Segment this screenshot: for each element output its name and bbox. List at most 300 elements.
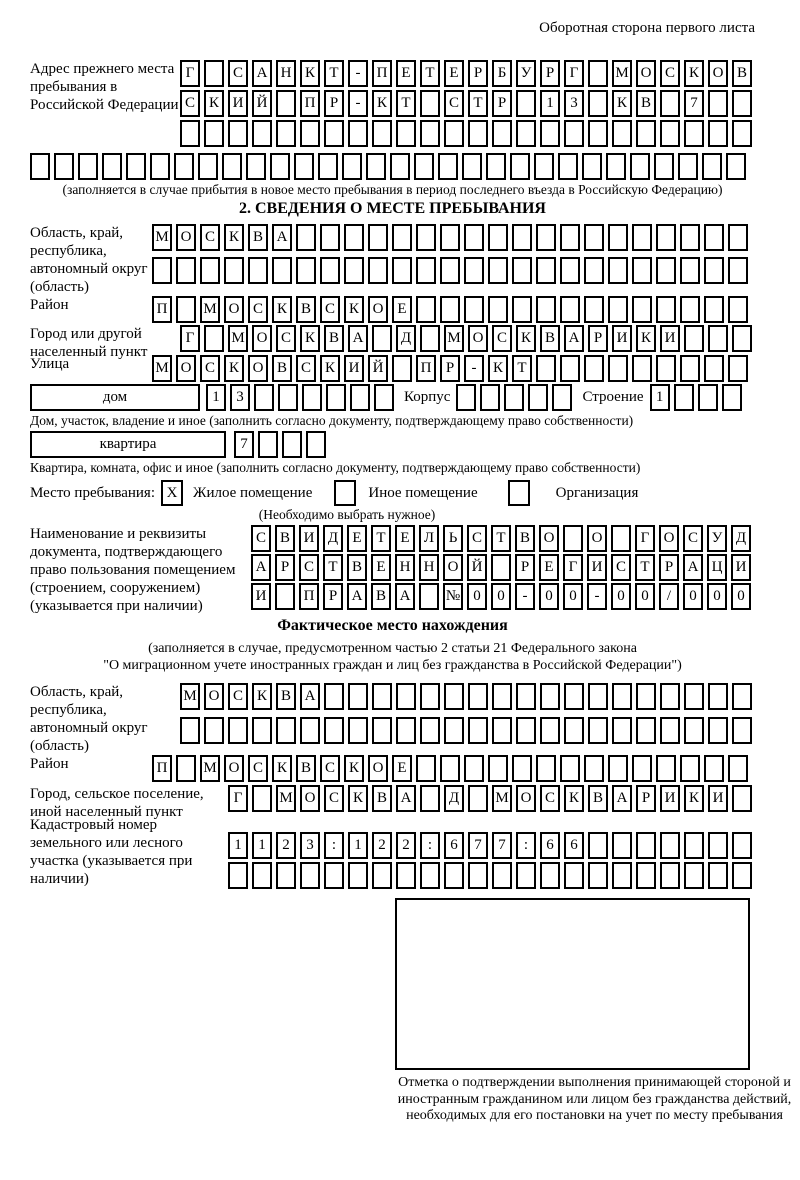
form-cell[interactable]: К	[300, 60, 320, 87]
form-cell[interactable]: М	[444, 325, 464, 352]
form-cell[interactable]: И	[660, 785, 680, 812]
form-cell[interactable]: А	[564, 325, 584, 352]
form-cell[interactable]	[174, 153, 194, 180]
form-cell[interactable]	[366, 153, 386, 180]
form-cell[interactable]: О	[708, 60, 728, 87]
form-cell[interactable]	[348, 717, 368, 744]
form-cell[interactable]: 2	[276, 832, 296, 859]
form-cell[interactable]	[660, 717, 680, 744]
form-cell[interactable]	[246, 153, 266, 180]
form-cell[interactable]	[180, 120, 200, 147]
form-cell[interactable]: С	[200, 224, 220, 251]
apartment-type-box[interactable]: квартира	[30, 431, 226, 458]
form-cell[interactable]	[540, 862, 560, 889]
form-cell[interactable]	[492, 862, 512, 889]
form-cell[interactable]: К	[348, 785, 368, 812]
form-cell[interactable]: 3	[300, 832, 320, 859]
form-cell[interactable]	[560, 224, 580, 251]
form-cell[interactable]: О	[224, 296, 244, 323]
form-cell[interactable]	[468, 120, 488, 147]
form-cell[interactable]: С	[492, 325, 512, 352]
form-cell[interactable]: 2	[396, 832, 416, 859]
form-cell[interactable]	[656, 755, 676, 782]
form-cell[interactable]	[306, 431, 326, 458]
form-cell[interactable]: 1	[206, 384, 226, 411]
form-cell[interactable]: 3	[564, 90, 584, 117]
form-cell[interactable]: 0	[467, 583, 487, 610]
form-cell[interactable]: О	[516, 785, 536, 812]
form-cell[interactable]: О	[468, 325, 488, 352]
form-cell[interactable]: К	[272, 755, 292, 782]
form-cell[interactable]: Р	[440, 355, 460, 382]
form-cell[interactable]: В	[275, 525, 295, 552]
form-cell[interactable]	[102, 153, 122, 180]
form-cell[interactable]: И	[731, 554, 751, 581]
form-cell[interactable]: Е	[347, 525, 367, 552]
form-cell[interactable]: Е	[392, 755, 412, 782]
form-cell[interactable]: 0	[731, 583, 751, 610]
form-cell[interactable]: М	[492, 785, 512, 812]
form-cell[interactable]	[228, 120, 248, 147]
form-cell[interactable]: 1	[348, 832, 368, 859]
form-cell[interactable]	[588, 683, 608, 710]
form-cell[interactable]	[588, 862, 608, 889]
form-cell[interactable]	[504, 384, 524, 411]
form-cell[interactable]	[632, 755, 652, 782]
form-cell[interactable]	[468, 785, 488, 812]
form-cell[interactable]: Р	[468, 60, 488, 87]
house-type-box[interactable]: дом	[30, 384, 200, 411]
form-cell[interactable]	[456, 384, 476, 411]
form-cell[interactable]	[248, 257, 268, 284]
form-cell[interactable]: Л	[419, 525, 439, 552]
form-cell[interactable]: О	[443, 554, 463, 581]
form-cell[interactable]: У	[516, 60, 536, 87]
form-cell[interactable]	[348, 120, 368, 147]
form-cell[interactable]	[180, 717, 200, 744]
form-cell[interactable]	[491, 554, 511, 581]
form-cell[interactable]: Г	[635, 525, 655, 552]
form-cell[interactable]: Б	[492, 60, 512, 87]
form-cell[interactable]	[632, 224, 652, 251]
form-cell[interactable]: П	[299, 583, 319, 610]
form-cell[interactable]: Ц	[707, 554, 727, 581]
form-cell[interactable]	[612, 120, 632, 147]
form-cell[interactable]: Н	[419, 554, 439, 581]
form-cell[interactable]: Т	[491, 525, 511, 552]
form-cell[interactable]	[564, 717, 584, 744]
form-cell[interactable]	[318, 153, 338, 180]
form-cell[interactable]: Д	[444, 785, 464, 812]
form-cell[interactable]: В	[347, 554, 367, 581]
form-cell[interactable]: Т	[371, 525, 391, 552]
form-cell[interactable]: 0	[563, 583, 583, 610]
form-cell[interactable]	[276, 90, 296, 117]
form-cell[interactable]: А	[395, 583, 415, 610]
form-cell[interactable]	[612, 832, 632, 859]
form-cell[interactable]	[588, 120, 608, 147]
form-cell[interactable]	[78, 153, 98, 180]
form-cell[interactable]: №	[443, 583, 463, 610]
form-cell[interactable]	[608, 755, 628, 782]
form-cell[interactable]: К	[612, 90, 632, 117]
form-cell[interactable]	[516, 120, 536, 147]
form-cell[interactable]: 6	[444, 832, 464, 859]
form-cell[interactable]	[732, 785, 752, 812]
form-cell[interactable]	[636, 717, 656, 744]
form-cell[interactable]	[419, 583, 439, 610]
form-cell[interactable]	[536, 257, 556, 284]
form-cell[interactable]: К	[272, 296, 292, 323]
form-cell[interactable]	[416, 224, 436, 251]
form-cell[interactable]	[416, 296, 436, 323]
form-cell[interactable]	[528, 384, 548, 411]
form-cell[interactable]: И	[587, 554, 607, 581]
form-cell[interactable]	[564, 120, 584, 147]
form-cell[interactable]	[276, 717, 296, 744]
form-cell[interactable]: И	[344, 355, 364, 382]
form-cell[interactable]: Й	[467, 554, 487, 581]
form-cell[interactable]	[660, 832, 680, 859]
form-cell[interactable]: Г	[228, 785, 248, 812]
form-cell[interactable]	[536, 224, 556, 251]
form-cell[interactable]	[372, 325, 392, 352]
form-cell[interactable]	[704, 224, 724, 251]
form-cell[interactable]	[584, 355, 604, 382]
form-cell[interactable]	[680, 224, 700, 251]
form-cell[interactable]	[468, 862, 488, 889]
form-cell[interactable]: Ь	[443, 525, 463, 552]
form-cell[interactable]	[444, 120, 464, 147]
form-cell[interactable]	[300, 120, 320, 147]
form-cell[interactable]	[684, 120, 704, 147]
form-cell[interactable]: Т	[323, 554, 343, 581]
form-cell[interactable]	[296, 257, 316, 284]
form-cell[interactable]	[462, 153, 482, 180]
form-cell[interactable]	[420, 90, 440, 117]
form-cell[interactable]: У	[707, 525, 727, 552]
form-cell[interactable]: :	[420, 832, 440, 859]
form-cell[interactable]: А	[396, 785, 416, 812]
form-cell[interactable]	[684, 683, 704, 710]
form-cell[interactable]	[416, 257, 436, 284]
form-cell[interactable]: О	[636, 60, 656, 87]
form-cell[interactable]	[320, 257, 340, 284]
form-cell[interactable]	[440, 296, 460, 323]
form-cell[interactable]	[396, 862, 416, 889]
form-cell[interactable]	[680, 355, 700, 382]
form-cell[interactable]	[224, 257, 244, 284]
form-cell[interactable]: Г	[180, 60, 200, 87]
stay-type-checkbox-zhiloe[interactable]: X	[161, 480, 183, 506]
form-cell[interactable]	[420, 717, 440, 744]
form-cell[interactable]	[516, 862, 536, 889]
form-cell[interactable]: К	[344, 296, 364, 323]
form-cell[interactable]	[632, 355, 652, 382]
form-cell[interactable]	[294, 153, 314, 180]
form-cell[interactable]	[540, 717, 560, 744]
form-cell[interactable]	[656, 257, 676, 284]
form-cell[interactable]: О	[252, 325, 272, 352]
form-cell[interactable]	[444, 683, 464, 710]
form-cell[interactable]	[660, 683, 680, 710]
form-cell[interactable]	[390, 153, 410, 180]
form-cell[interactable]	[252, 785, 272, 812]
form-cell[interactable]	[372, 683, 392, 710]
form-cell[interactable]	[176, 755, 196, 782]
form-cell[interactable]: М	[152, 355, 172, 382]
form-cell[interactable]	[300, 717, 320, 744]
form-cell[interactable]	[276, 862, 296, 889]
form-cell[interactable]: 0	[611, 583, 631, 610]
form-cell[interactable]: 1	[252, 832, 272, 859]
form-cell[interactable]	[440, 257, 460, 284]
form-cell[interactable]	[440, 755, 460, 782]
form-cell[interactable]: М	[200, 755, 220, 782]
form-cell[interactable]	[152, 257, 172, 284]
form-cell[interactable]: С	[320, 755, 340, 782]
form-cell[interactable]: А	[683, 554, 703, 581]
form-cell[interactable]: П	[300, 90, 320, 117]
stay-type-checkbox-inoe[interactable]	[334, 480, 356, 506]
form-cell[interactable]: О	[587, 525, 607, 552]
form-cell[interactable]: В	[636, 90, 656, 117]
form-cell[interactable]: Е	[392, 296, 412, 323]
form-cell[interactable]: О	[368, 296, 388, 323]
form-cell[interactable]	[324, 717, 344, 744]
form-cell[interactable]	[704, 755, 724, 782]
form-cell[interactable]	[636, 862, 656, 889]
form-cell[interactable]	[680, 755, 700, 782]
form-cell[interactable]: Р	[540, 60, 560, 87]
form-cell[interactable]	[30, 153, 50, 180]
form-cell[interactable]	[674, 384, 694, 411]
form-cell[interactable]	[588, 717, 608, 744]
form-cell[interactable]	[54, 153, 74, 180]
form-cell[interactable]: 1	[228, 832, 248, 859]
form-cell[interactable]: М	[276, 785, 296, 812]
form-cell[interactable]	[656, 296, 676, 323]
form-cell[interactable]: В	[324, 325, 344, 352]
form-cell[interactable]	[656, 224, 676, 251]
form-cell[interactable]	[444, 862, 464, 889]
form-cell[interactable]	[258, 431, 278, 458]
form-cell[interactable]: Р	[492, 90, 512, 117]
form-cell[interactable]	[708, 120, 728, 147]
form-cell[interactable]	[632, 257, 652, 284]
form-cell[interactable]	[722, 384, 742, 411]
form-cell[interactable]	[228, 862, 248, 889]
form-cell[interactable]: Р	[324, 90, 344, 117]
form-cell[interactable]	[584, 257, 604, 284]
form-cell[interactable]: :	[324, 832, 344, 859]
form-cell[interactable]	[512, 224, 532, 251]
form-cell[interactable]	[468, 717, 488, 744]
form-cell[interactable]	[678, 153, 698, 180]
form-cell[interactable]	[348, 862, 368, 889]
form-cell[interactable]: В	[588, 785, 608, 812]
form-cell[interactable]	[324, 120, 344, 147]
form-cell[interactable]: 6	[564, 832, 584, 859]
form-cell[interactable]: Е	[371, 554, 391, 581]
form-cell[interactable]: Р	[588, 325, 608, 352]
form-cell[interactable]: С	[299, 554, 319, 581]
form-cell[interactable]	[534, 153, 554, 180]
form-cell[interactable]: Т	[324, 60, 344, 87]
form-cell[interactable]	[708, 325, 728, 352]
form-cell[interactable]: Д	[731, 525, 751, 552]
form-cell[interactable]: И	[251, 583, 271, 610]
form-cell[interactable]	[324, 862, 344, 889]
form-cell[interactable]	[708, 832, 728, 859]
form-cell[interactable]	[510, 153, 530, 180]
form-cell[interactable]	[326, 384, 346, 411]
form-cell[interactable]	[536, 755, 556, 782]
form-cell[interactable]	[608, 224, 628, 251]
form-cell[interactable]	[564, 862, 584, 889]
form-cell[interactable]	[302, 384, 322, 411]
form-cell[interactable]: И	[708, 785, 728, 812]
form-cell[interactable]	[396, 717, 416, 744]
form-cell[interactable]: Е	[444, 60, 464, 87]
form-cell[interactable]	[348, 683, 368, 710]
form-cell[interactable]	[414, 153, 434, 180]
form-cell[interactable]: 0	[491, 583, 511, 610]
form-cell[interactable]	[374, 384, 394, 411]
form-cell[interactable]	[732, 120, 752, 147]
form-cell[interactable]	[372, 717, 392, 744]
form-cell[interactable]: Р	[636, 785, 656, 812]
form-cell[interactable]	[204, 717, 224, 744]
form-cell[interactable]: А	[300, 683, 320, 710]
form-cell[interactable]	[438, 153, 458, 180]
form-cell[interactable]	[492, 683, 512, 710]
form-cell[interactable]	[728, 296, 748, 323]
form-cell[interactable]	[420, 785, 440, 812]
form-cell[interactable]	[512, 257, 532, 284]
form-cell[interactable]: А	[272, 224, 292, 251]
form-cell[interactable]	[420, 325, 440, 352]
form-cell[interactable]	[126, 153, 146, 180]
form-cell[interactable]	[732, 325, 752, 352]
form-cell[interactable]: Н	[276, 60, 296, 87]
form-cell[interactable]	[372, 120, 392, 147]
form-cell[interactable]	[608, 296, 628, 323]
form-cell[interactable]: М	[180, 683, 200, 710]
form-cell[interactable]: Т	[420, 60, 440, 87]
form-cell[interactable]: И	[299, 525, 319, 552]
form-cell[interactable]	[630, 153, 650, 180]
form-cell[interactable]: 7	[492, 832, 512, 859]
form-cell[interactable]: С	[276, 325, 296, 352]
form-cell[interactable]: К	[684, 785, 704, 812]
form-cell[interactable]	[684, 717, 704, 744]
form-cell[interactable]	[252, 862, 272, 889]
form-cell[interactable]	[344, 224, 364, 251]
form-cell[interactable]: А	[347, 583, 367, 610]
form-cell[interactable]	[563, 525, 583, 552]
form-cell[interactable]	[516, 683, 536, 710]
form-cell[interactable]: А	[612, 785, 632, 812]
form-cell[interactable]	[396, 120, 416, 147]
form-cell[interactable]: Р	[515, 554, 535, 581]
form-cell[interactable]: Й	[252, 90, 272, 117]
form-cell[interactable]	[392, 224, 412, 251]
form-cell[interactable]: О	[204, 683, 224, 710]
form-cell[interactable]	[728, 224, 748, 251]
form-cell[interactable]	[150, 153, 170, 180]
form-cell[interactable]: С	[228, 683, 248, 710]
form-cell[interactable]	[320, 224, 340, 251]
form-cell[interactable]	[516, 717, 536, 744]
form-cell[interactable]	[300, 862, 320, 889]
form-cell[interactable]: 1	[650, 384, 670, 411]
form-cell[interactable]	[372, 862, 392, 889]
form-cell[interactable]	[608, 257, 628, 284]
form-cell[interactable]	[636, 120, 656, 147]
form-cell[interactable]	[684, 862, 704, 889]
form-cell[interactable]	[732, 717, 752, 744]
form-cell[interactable]	[275, 583, 295, 610]
form-cell[interactable]	[702, 153, 722, 180]
form-cell[interactable]: В	[540, 325, 560, 352]
form-cell[interactable]: Е	[395, 525, 415, 552]
form-cell[interactable]	[420, 683, 440, 710]
form-cell[interactable]: С	[296, 355, 316, 382]
form-cell[interactable]: 0	[683, 583, 703, 610]
form-cell[interactable]	[680, 257, 700, 284]
form-cell[interactable]	[176, 257, 196, 284]
form-cell[interactable]	[492, 717, 512, 744]
form-cell[interactable]: :	[516, 832, 536, 859]
form-cell[interactable]	[350, 384, 370, 411]
form-cell[interactable]	[606, 153, 626, 180]
form-cell[interactable]	[732, 832, 752, 859]
form-cell[interactable]: С	[660, 60, 680, 87]
form-cell[interactable]: В	[372, 785, 392, 812]
form-cell[interactable]	[560, 296, 580, 323]
form-cell[interactable]	[488, 296, 508, 323]
form-cell[interactable]	[222, 153, 242, 180]
form-cell[interactable]: И	[228, 90, 248, 117]
form-cell[interactable]	[480, 384, 500, 411]
form-cell[interactable]: В	[276, 683, 296, 710]
form-cell[interactable]	[270, 153, 290, 180]
form-cell[interactable]	[392, 355, 412, 382]
form-cell[interactable]: С	[444, 90, 464, 117]
form-cell[interactable]	[296, 224, 316, 251]
form-cell[interactable]: О	[539, 525, 559, 552]
form-cell[interactable]: Й	[368, 355, 388, 382]
form-cell[interactable]	[656, 355, 676, 382]
form-cell[interactable]	[368, 224, 388, 251]
form-cell[interactable]	[276, 120, 296, 147]
form-cell[interactable]: К	[252, 683, 272, 710]
form-cell[interactable]: В	[248, 224, 268, 251]
form-cell[interactable]	[512, 755, 532, 782]
form-cell[interactable]: 7	[234, 431, 254, 458]
form-cell[interactable]	[588, 90, 608, 117]
form-cell[interactable]: 7	[684, 90, 704, 117]
form-cell[interactable]	[728, 755, 748, 782]
form-cell[interactable]: Г	[564, 60, 584, 87]
form-cell[interactable]	[272, 257, 292, 284]
form-cell[interactable]	[632, 296, 652, 323]
form-cell[interactable]: К	[224, 224, 244, 251]
form-cell[interactable]	[540, 120, 560, 147]
form-cell[interactable]: В	[296, 755, 316, 782]
form-cell[interactable]: О	[248, 355, 268, 382]
